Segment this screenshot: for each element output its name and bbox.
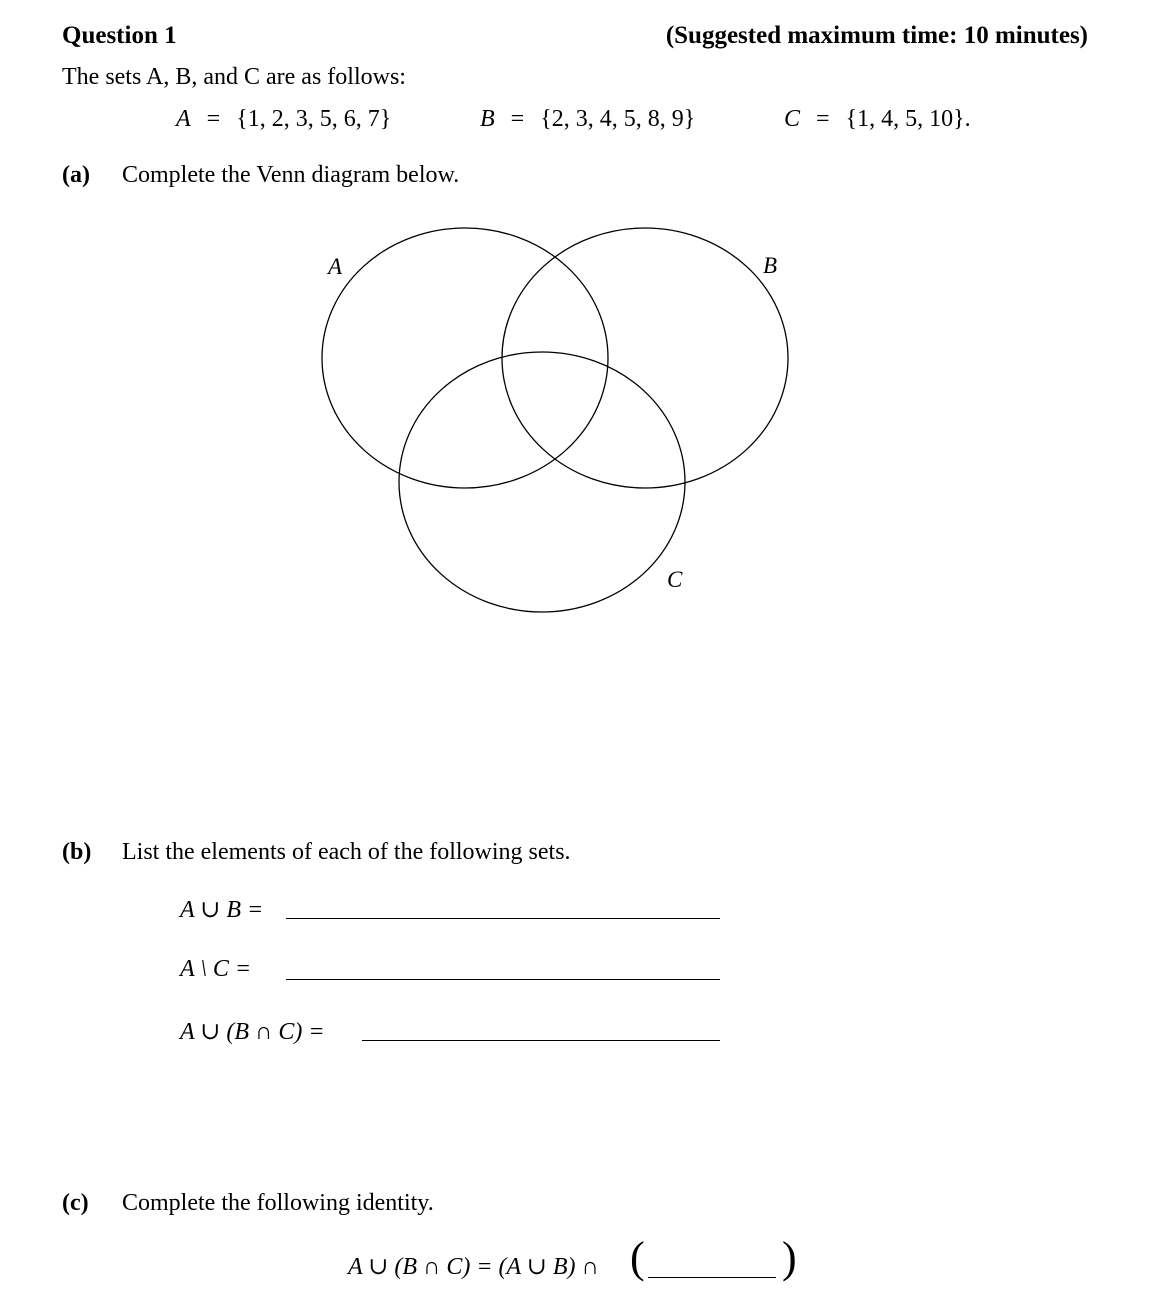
- part-c-label: (c): [62, 1190, 89, 1216]
- set-b-equals: =: [510, 106, 525, 132]
- set-c-equals: =: [816, 106, 830, 132]
- venn-label-b: B: [763, 253, 778, 278]
- venn-circle-b[interactable]: [502, 228, 788, 488]
- time-note: (Suggested maximum time: 10 minutes): [665, 22, 1088, 49]
- answer-line-a-minus-c[interactable]: [286, 979, 720, 980]
- part-a-text: Complete the Venn diagram below.: [122, 162, 460, 188]
- part-b-text: List the elements of each of the following sets.: [122, 839, 571, 865]
- question-title: Question 1: [62, 22, 177, 49]
- answer-line-a-union-b-inter-c[interactable]: [362, 1040, 720, 1041]
- identity-expression: [348, 1252, 599, 1281]
- identity-close-paren: ): [782, 1233, 797, 1282]
- part-b-label: (b): [62, 839, 92, 865]
- expr-a-union-b-inter-c: [180, 1017, 325, 1046]
- part-c-text: Complete the following identity.: [122, 1190, 434, 1216]
- venn-label-c: C: [667, 567, 683, 592]
- expr-a-union-b-text: A ∪ B =: [180, 897, 264, 923]
- expr-a-minus-c: [180, 956, 251, 983]
- expr-a-minus-c-text: A \ C =: [180, 956, 252, 982]
- set-b-elements: {2, 3, 4, 5, 8, 9}: [540, 106, 696, 132]
- answer-line-identity[interactable]: [648, 1277, 776, 1278]
- set-a-elements: {1, 2, 3, 5, 6, 7}: [236, 106, 392, 132]
- set-a-equals: =: [206, 106, 221, 132]
- venn-label-a: A: [328, 254, 343, 279]
- venn-circle-c[interactable]: [399, 352, 685, 612]
- venn-diagram[interactable]: [0, 0, 1160, 640]
- identity-text: A ∪ (B ∩ C) = (A ∪ B) ∩: [348, 1254, 599, 1280]
- venn-circle-a[interactable]: [322, 228, 608, 488]
- set-c-elements: {1, 4, 5, 10}.: [845, 106, 971, 132]
- expr-a-union-b-inter-c-text: A ∪ (B ∩ C) =: [180, 1019, 325, 1045]
- set-a-name: A: [176, 106, 191, 132]
- set-b-name: B: [480, 106, 495, 132]
- intro-sentence: The sets A, B, and C are as follows:: [62, 64, 406, 90]
- answer-line-a-union-b[interactable]: [286, 918, 720, 919]
- expr-a-union-b: [180, 895, 263, 924]
- part-a-label: (a): [62, 162, 90, 188]
- identity-open-paren: (: [630, 1233, 645, 1282]
- set-c-name: C: [784, 106, 801, 132]
